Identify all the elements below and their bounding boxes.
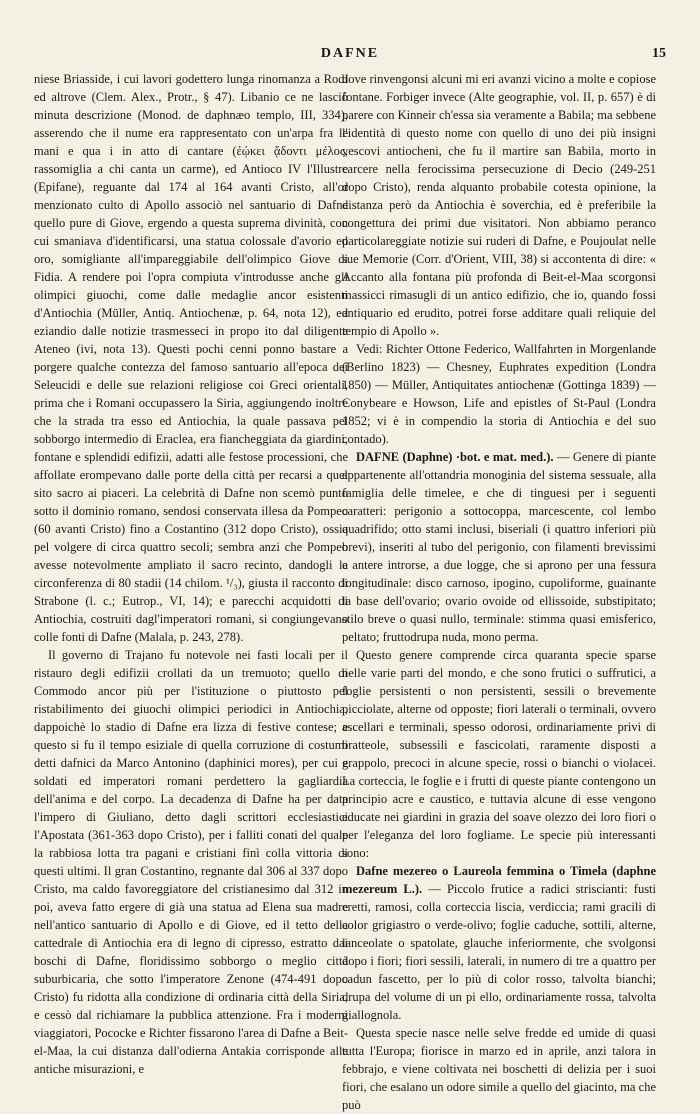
paragraph-habitat: Questa specie nasce nelle selve fredde ed umide di quasi tutta l'Europa; fiorisce in marzo ed in aprile, anzi talora in febbrajo, e viene coltivata nei boschetti di delizia per i suoi fiori, che esalano un odore simile a quello del giacinto, ma che può: [342, 1026, 656, 1112]
running-header: [34, 46, 666, 64]
paragraph-santuario: niese Briasside, i cui lavori godettero lunga rinomanza a Rodi ed altrove (Clem. Alex., Protr., § 47). Libanio ce ne lasciò minuta descrizione (Monod. de daphnæo templo, III, 334), asserendo che il nume era rappresentato con un'arpa fra le mani e qua i in atto di cantare (ἐῴκει ᾄδοντι μέλος, rassomiglia a chi canta un carme), ed Antioco IV l'Illustre (Epifane), reguante dal 174 al 164 avanti Cristo, all'or menzionato culto di Apollo associò nel santuario di Dafne quello pure di Giove, ergendo a questa suprema divinità, con cui smaniava d'identificarsi, una statua colossale d'avorio ed oro, somigliante all'impareggiabile dell'olimpico Giove di Fidia. A rendere poi l'opra compiuta v'introdusse anche gli olimpici giuochi, come dalle medaglie ancor esistenti d'Antiochia (Müller, Antiq. Antiochenæ, p. 64, nota 12), ed eziandio dalle notizie trasmesseci in propo ito dal diligente Ateneo (ivi, nota 13). Questi pochi cenni ponno bastare a porgere qualche contezza del famoso santuario all'epoca dei Seleucidi e delle sue relazioni religiose coi Greci orientali, prima che i Romani occupassero la Siria, aggiungendo inoltre che la strada tra esso ed Antiochia, la quale passava pel sobborgo intermedio di Eraclea, era fiancheggiata da giardini, fontane e splendidi edifizii, adatti alle festose processioni, che affollate erompevano dalle porte della città per recarsi a quel sito sacro ai piaceri. La celebrità di Dafne non scemò punto sotto il dominio romano, sendosi conservata illesa da Pompeo (60 avanti Cristo) fino a Costantino (312 dopo Cristo), ossia pel volgere di circa quattro secoli; sembra anzi che Pompeo avesse notevolmente ampliato il sacro recinto, dandogli la circonferenza di 80 stadii (14 chilom. ¹/₃), giusta il racconto di Strabone (l. c.; Eutrop., VI, 14); e parecchi acquidotti di Antiochia, costruiti dagl'imperatori romani, si congiungevano colle fonti di Dafne (Malala, p. 243, 278).: [34, 72, 348, 644]
entry-dafne-mezereo: [342, 862, 656, 1024]
running-title: DAFNE: [320, 46, 380, 61]
paragraph-governo-trajano: Il governo di Trajano fu notevole nei fasti locali per il ristauro degli edifizii crollati da un tremuoto; quello di Commodo ancor più per l'istituzione o piuttosto pel ristabilimento dei giuochi olimpici periodici in Antiochia, dappoichè lo stadio di Dafne era lizza di festive contese; e questo si fu il tempo esiziale di quella corruzione di costumi detti dafnici da Marco Antonino (daphinici mores), per cui e soldati ed imperatori romani perdettero la gagliardia dell'anima e del corpo. La decadenza di Dafne ha per data l'impero di Giuliano, detto dagli scrittori ecclesiastici l'Apostata (361-363 dopo Cristo), per i falliti conati del quale la rabbiosa lotta tra pagani e cristiani finì colla vittoria di questi ultimi. Il gran Costantino, regnante dal 306 al 337 dopo Cristo, ma caldo favoreggiatore del cristianesimo dal 312 in poi, aveva fatto ergere di già una statua ad Elena sua madre nell'antico santuario di Apollo e di Giove, ed il tetto della cattedrale di Antiochia era di legno di cipresso, estratto dai boschi di Dafne, floridissimo sobborgo o meglio città suburbicaria, che sotto l'imperatore Zenone (474-491 dopo Cristo) fu ridotta alla condizione di ordinaria città della Siria, e cessò dal richiamare la pubblica attenzione. Fra i moderni viaggiatori, Pococke e Richter fissarono l'area di Dafne a Beit-el-Maa, la cui distanza dall'odierna Antakia corrisponde alle antiche misurazioni, e: [34, 648, 348, 1076]
entry-text: — Genere di piante appartenente all'ottandria monoginia del sistema sessuale, alla famiglia delle timelee, e che di tinguesi per i seguenti caratteri: perigonio a sottocoppa, marcescente, col lembo quadrifido; otto stami inclusi, biseriali (i quattro inferiori più brevi), inseriti al tubo del perigonio, con filamenti brevissimi e antere introrse, a due logge, che si aprono per una fessura longitudinale: disco carnoso, ipogino, cupoliforme, guainante la base dell'ovario; ovario ovoide od ellissoide, substipitato; stilo breve o quasi nullo, terminale: stimma quasi emisferico, peltato; fruttodrupa nuda, mono perma.: [342, 450, 656, 644]
entry-heading: DAFNE (Daphne) ·bot. e mat. med.).: [356, 450, 554, 464]
species-text: — Piccolo frutice a radici striscianti: fusti eretti, ramosi, colla corteccia liscia, verdiccia; rami gracili di color grigiastro o verde-olivo; foglie caduche, sottili, alterne, lanceolate o spatolate, glauche inferiormente, che svolgonsi dopo i fiori; fiori sessili, laterali, in numero di tre a quattro per cadun fascetto, per lo più di color rosso, talvolta bianchi; drupa del volume di un pi ello, ordinariamente rossa, talvolta giallognola.: [342, 882, 656, 1022]
left-column: [34, 70, 348, 1076]
paragraph-rovine: dove rinvengonsi alcuni mi eri avanzi vicino a molte e copiose fontane. Forbiger invece (Alte geographie, vol. II, p. 657) è di parere con Kinneir ch'essa sia veramente a Babila; ma sebbene l'identità di questo nome con quello di uno dei più insigni vescovi antiocheni, che fu il martire san Babila, morto in carcere nella ferocissima persecuzione di Decio (249-251 dopo Cristo), renda alquanto probabile cotesta opinione, la distanza però da Antiochia è soverchia, ed è preferibile la congettura dei primi due visitatori. Non abbiamo peranco particolareggiate notizie sui ruderi di Dafne, e Poujoulat nelle sue Memorie (Corr. d'Orient, VIII, 38) si accontenta di dire: « Accanto alla fontana più profonda di Beit-el-Maa scorgonsi massicci rimasugli di un antico edifizio, che io, quando fossi antiquario ed erudito, potrei forse additare quali reliquie del tempio di Apollo ».: [342, 72, 656, 338]
paragraph-genere: Questo genere comprende circa quaranta specie sparse nelle varie parti del mondo, e che sono frutici o suffrutici, a foglie persistenti o non persistenti, sessili o brevemente picciolate, alterne od opposte; fiori laterali o terminali, ovvero ascellari e terminali, spesso odorosi, ordinariamente privi di bratteole, subsessili e fascicolati, raramente disposti a grappolo, precoci in alcune specie, rossi o bianchi o violacei. La corteccia, le foglie e i frutti di queste piante contengono un principio acre e caustico, e tuttavia alcune di esse vengono educate nei giardini in grazia del soave olezzo dei loro fiori o per l'eleganza del loro fogliame. Le specie più interessanti sono:: [342, 648, 656, 860]
right-column: [342, 70, 656, 1112]
species-heading: Dafne mezereo o Laureola femmina o Timela (daphne mezereum L.).: [342, 864, 656, 896]
entry-dafne-botanica: [342, 448, 656, 646]
paragraph-bibliografia: Vedi: Richter Ottone Federico, Wallfahrten in Morgenlande (Berlino 1823) — Chesney, Euphrates expedition (Londra 1850) — Müller, Antiquitates antiochenæ (Gottinga 1839) — Conybeare e Howson, Life and epistles of St-Paul (Londra 1852; vi è in compendio la storia di Antiochia e del suo contado).: [342, 342, 656, 446]
page-number: 15: [652, 46, 666, 61]
